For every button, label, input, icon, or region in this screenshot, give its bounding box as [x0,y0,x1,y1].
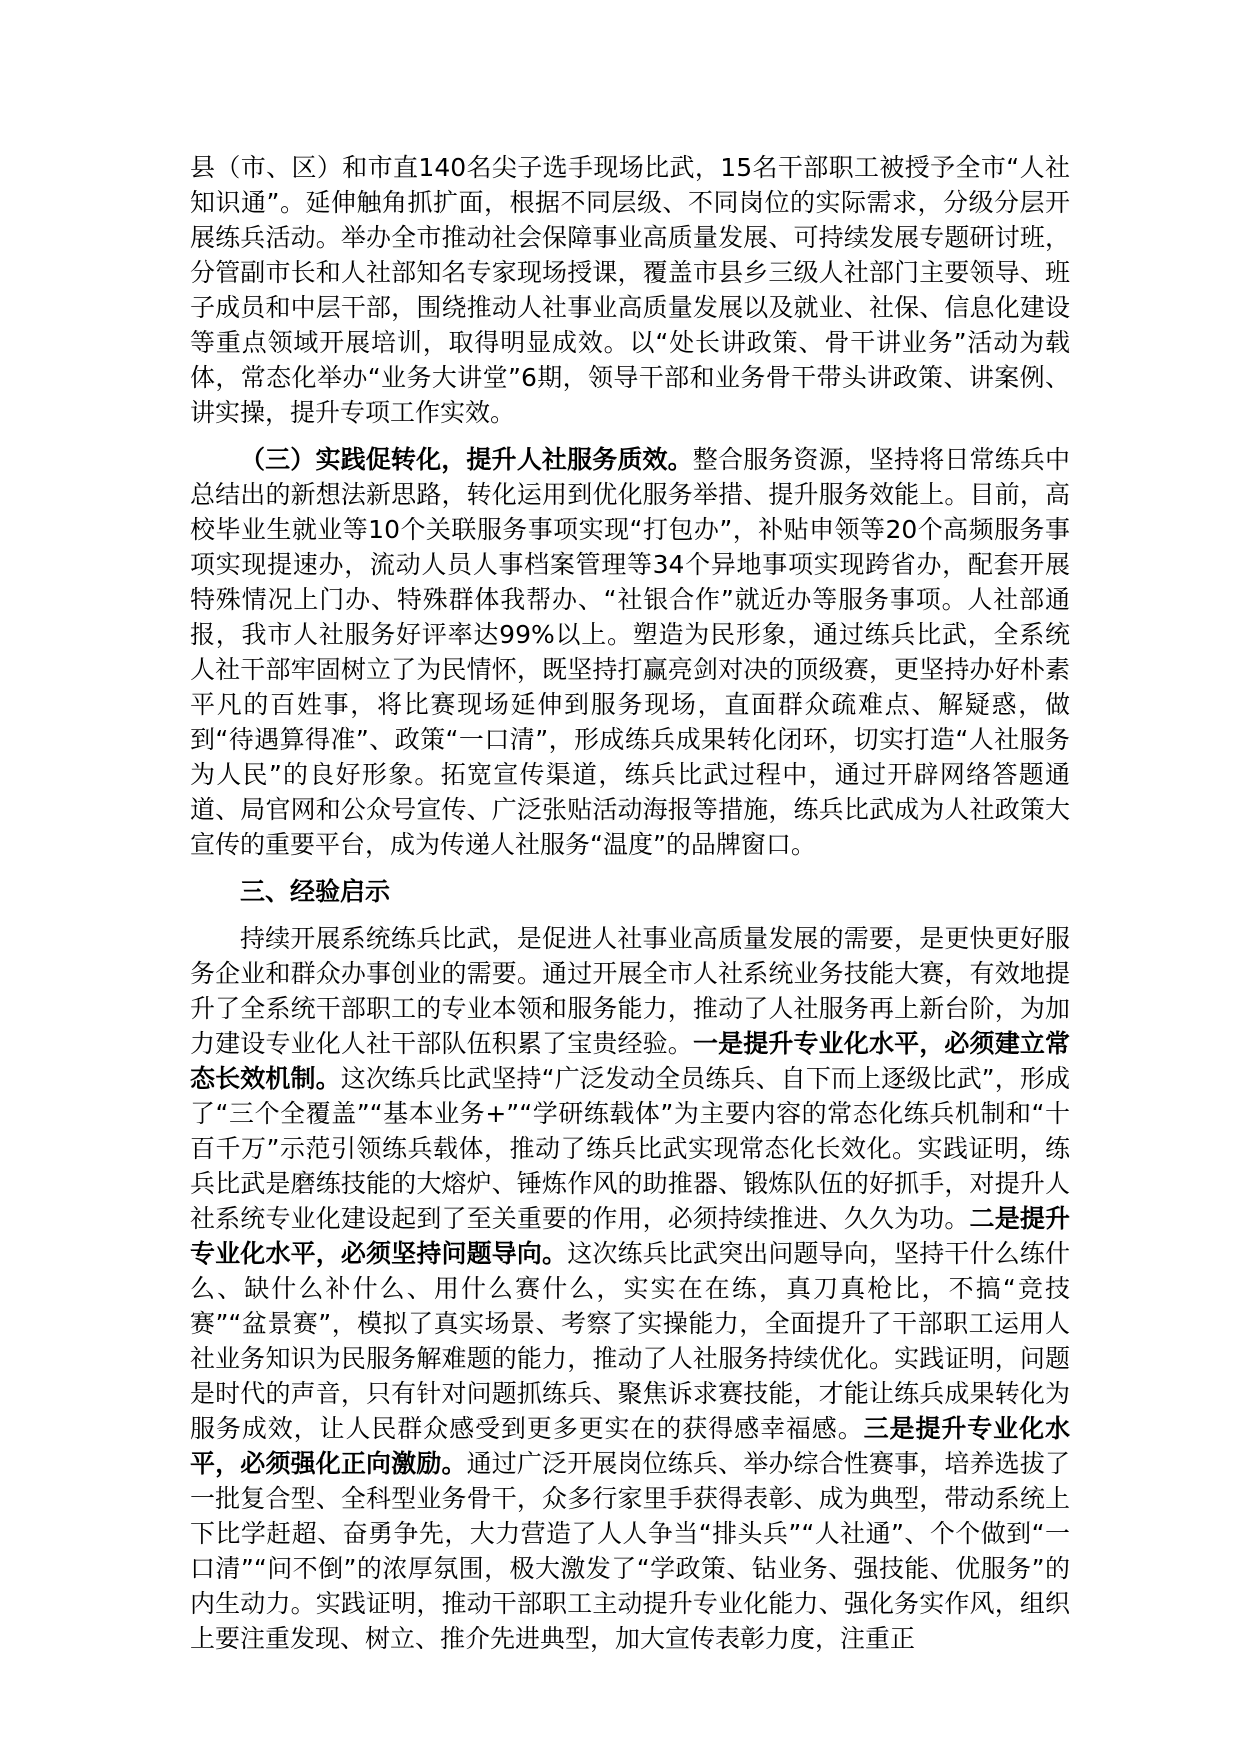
paragraph-text: 通过广泛开展岗位练兵、举办综合性赛事，培养选拔了一批复合型、全科型业务骨干，众多行家里手获得表彰、成为典型，带动系统上下比学赶超、奋勇争先，大力营造了人人争当“排头兵”“人社通”、个个做到“一口清”“问不倒”的浓厚氛围，极大激发了“学政策、钻业务、强技能、优服务”的内生动力。实践证明，推动干部职工主动提升专业化能力、强化务实作风，组织上要注重发现、树立、推介先进典型，加大宣传表彰力度，注重正 [190,1449,1070,1653]
point-heading-3: 三是提升专业化水平，必须强化正向激励。 [190,1414,1070,1478]
section-heading-text: 三、经验启示 [240,877,391,906]
paragraph-text: 这次练兵比武坚持“广泛发动全员练兵、自下而上逐级比武”，形成了“三个全覆盖”“基本业务+”“学研练载体”为主要内容的常态化练兵机制和“十百千万”示范引领练兵载体，推动了练兵比武实现常态化长效化。实践证明，练兵比武是磨练技能的大熔炉、锤炼作风的助推器、锻炼队伍的好抓手，对提升人社系统专业化建设起到了至关重要的作用，必须持续推进、久久为功。 [190,1064,1070,1233]
subsection-heading: （三）实践促转化，提升人社服务质效。 [240,445,693,474]
section-heading [190,874,1070,909]
paragraph-continuation [190,150,1070,430]
paragraph-text: 整合服务资源，坚持将日常练兵中总结出的新想法新思路，转化运用到优化服务举措、提升服务效能上。目前，高校毕业生就业等10个关联服务事项实现“打包办”，补贴申领等20个高频服务事项实现提速办，流动人员人事档案管理等34个异地事项实现跨省办，配套开展特殊情况上门办、特殊群体我帮办、“社银合作”就近办等服务事项。人社部通报，我市人社服务好评率达99%以上。塑造为民形象，通过练兵比武，全系统人社干部牢固树立了为民情怀，既坚持打赢亮剑对决的顶级赛，更坚持办好朴素平凡的百姓事，将比赛现场延伸到服务现场，直面群众疏难点、解疑惑，做到“待遇算得准”、政策“一口清”，形成练兵成果转化闭环，切实打造“人社服务为人民”的良好形象。拓宽宣传渠道，练兵比武过程中，通过开辟网络答题通道、局官网和公众号宣传、广泛张贴活动海报等措施，练兵比武成为人社政策大宣传的重要平台，成为传递人社服务“温度”的品牌窗口。 [190,445,1070,859]
paragraph-experience [190,921,1070,1656]
paragraph-text: 这次练兵比武突出问题导向，坚持干什么练什么、缺什么补什么、用什么赛什么，实实在在练，真刀真枪比，不搞“竞技赛”“盆景赛”，模拟了真实场景、考察了实操能力，全面提升了干部职工运用人社业务知识为民服务解难题的能力，推动了人社服务持续优化。实践证明，问题是时代的声音，只有针对问题抓练兵、聚焦诉求赛技能，才能让练兵成果转化为服务成效，让人民群众感受到更多更实在的获得感幸福感。 [190,1239,1070,1443]
paragraph-text: 持续开展系统练兵比武，是促进人社事业高质量发展的需要，是更快更好服务企业和群众办事创业的需要。通过开展全市人社系统业务技能大赛，有效地提升了全系统干部职工的专业本领和服务能力，推动了人社服务再上新台阶，为加力建设专业化人社干部队伍积累了宝贵经验。 [190,924,1070,1058]
point-heading-1: 一是提升专业化水平，必须建立常态长效机制。 [190,1029,1070,1093]
paragraph-practice-transformation [190,442,1070,862]
document-page [190,150,1070,1668]
point-heading-2: 二是提升专业化水平，必须坚持问题导向。 [190,1204,1070,1268]
paragraph-text: 县（市、区）和市直140名尖子选手现场比武，15名干部职工被授予全市“人社知识通”。延伸触角抓扩面，根据不同层级、不同岗位的实际需求，分级分层开展练兵活动。举办全市推动社会保障事业高质量发展、可持续发展专题研讨班，分管副市长和人社部知名专家现场授课，覆盖市县乡三级人社部门主要领导、班子成员和中层干部，围绕推动人社事业高质量发展以及就业、社保、信息化建设等重点领域开展培训，取得明显成效。以“处长讲政策、骨干讲业务”活动为载体，常态化举办“业务大讲堂”6期，领导干部和业务骨干带头讲政策、讲案例、讲实操，提升专项工作实效。 [190,153,1070,427]
